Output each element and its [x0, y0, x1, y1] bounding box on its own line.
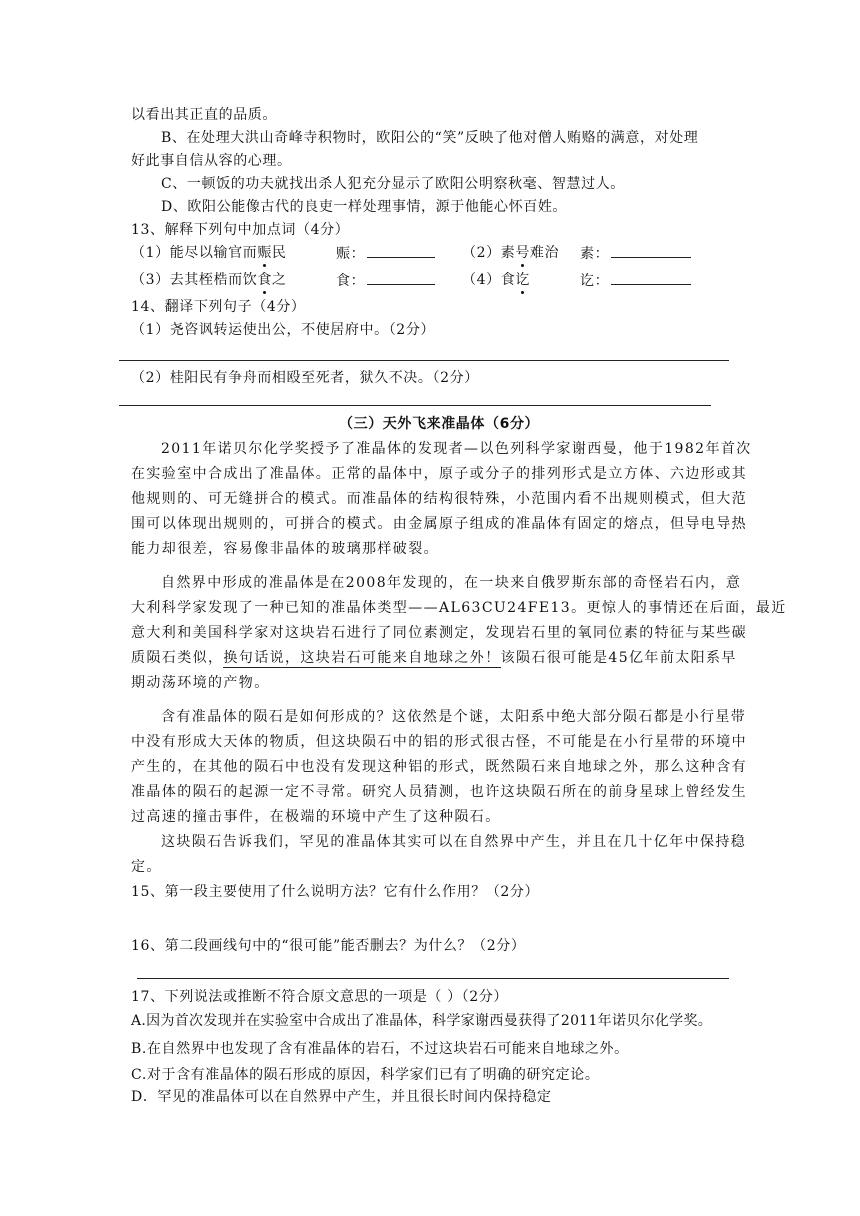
q14-sentence-1: （1）尧咨讽转运使出公，不使居府中。（2分）	[131, 322, 436, 338]
text-line: 以看出其正直的品质。	[131, 107, 277, 123]
option-c-line: C、一顿饭的功夫就找出杀人犯充分显示了欧阳公明察秋毫、智慧过人。	[161, 176, 625, 192]
answer-blank	[367, 243, 435, 258]
q13-answer-3[interactable]: 食：	[336, 270, 435, 291]
paragraph-line: 在实验室中合成出了准晶体。正常的晶体中，原子或分子的排列形式是立方体、六边形或其	[131, 466, 747, 482]
answer-blank	[611, 243, 691, 258]
paragraph-line: 围可以体现出规则的，可拼合的模式。由金属原子组成的准晶体有固定的熔点，但导电导热	[131, 516, 747, 532]
q13-item-4: （4）食讫	[462, 272, 530, 288]
underlined-sentence: 换句话说，这块岩石可能来自地球之外！	[223, 650, 501, 666]
q13-item-1: （1）能尽以输官而赈民	[131, 245, 287, 261]
section-title: （三）天外飞来准晶体（6分）	[339, 416, 540, 432]
option-d-line: D、欧阳公能像古代的良吏一样处理事情，源于他能心怀百姓。	[161, 199, 568, 215]
q13-item-3: （3）去其桎梏而饮食之	[131, 272, 287, 288]
q16-text: 16、第二段画线句中的“很可能”能否删去？为什么？（2分）	[131, 938, 526, 954]
paragraph-line: 中没有形成大天体的物质，但这块陨石中的铝的形式很古怪，不可能是在小行星带的环境中	[131, 734, 747, 750]
paragraph-line: 自然界中形成的准晶体是在2008年发现的，在一块来自俄罗斯东部的奇怪岩石内，意	[161, 575, 742, 591]
paragraph-line: 定。	[131, 859, 162, 875]
q13-answer-2[interactable]: 素：	[580, 243, 691, 264]
paragraph-line: 期动荡环境的产物。	[131, 675, 270, 691]
paragraph-line: 这块陨石告诉我们，罕见的准晶体其实可以在自然界中产生，并且在几十亿年中保持稳	[161, 834, 747, 850]
q17-option-c[interactable]: C.对于含有准晶体的陨石形成的原因，科学家们已有了明确的研究定论。	[131, 1067, 600, 1083]
q17-option-d[interactable]: D．罕见的准晶体可以在自然界中产生，并且很长时间内保持稳定	[131, 1089, 552, 1105]
q14-sentence-2: （2）桂阳民有争舟而相殴至死者，狱久不决。（2分）	[131, 370, 479, 386]
q13-answer-1[interactable]: 赈：	[336, 243, 435, 264]
paragraph-line: 能力却很差，容易像非晶体的玻璃那样破裂。	[131, 541, 439, 557]
paragraph-line: 意大利和美国科学家对这块岩石进行了同位素测定，发现岩石里的氧同位素的特征与某些碳	[131, 625, 747, 641]
q15-text: 15、第一段主要使用了什么说明方法？它有什么作用？（2分）	[131, 884, 540, 900]
paragraph-line: 过高速的撞击事件，在极端的环境中产生了这种陨石。	[131, 809, 501, 825]
paragraph-line: 含有准晶体的陨石是如何形成的？这依然是个谜，太阳系中绝大部分陨石都是小行星带	[161, 709, 747, 725]
paragraph-line: 大利科学家发现了一种已知的准晶体类型——AL63CU24FE13。更惊人的事情还在后面，最近	[131, 600, 787, 616]
q13-answer-4[interactable]: 讫：	[580, 270, 691, 291]
option-b-line: 好此事自信从容的心理。	[131, 153, 292, 169]
q14-title: 14、翻译下列句子（4分）	[131, 299, 306, 315]
answer-blank	[611, 270, 691, 285]
paragraph-line: 2011年诺贝尔化学奖授予了准晶体的发现者—以色列科学家谢西曼，他于1982年首次	[161, 441, 752, 457]
option-b-line: B、在处理大洪山奇峰寺积物时，欧阳公的“笑”反映了他对僧人贿赂的满意，对处理	[161, 130, 699, 146]
paragraph-line: 他规则的、可无缝拼合的模式。而准晶体的结构很特殊，小范围内看不出规则模式，但大范	[131, 491, 747, 507]
answer-blank	[367, 270, 435, 285]
q13-title: 13、解释下列句中加点词（4分）	[131, 222, 350, 238]
answer-line	[119, 360, 729, 361]
q17-option-a[interactable]: A.因为首次发现并在实验室中合成出了准晶体，科学家谢西曼获得了2011年诺贝尔化学奖。	[131, 1013, 713, 1029]
q17-title: 17、下列说法或推断不符合原文意思的一项是（ ）（2分）	[131, 989, 508, 1005]
paragraph-line-with-underline: 质陨石类似，换句话说，这块岩石可能来自地球之外！该陨石很可能是45亿年前太阳系早	[131, 650, 737, 666]
q17-option-b[interactable]: B.在自然界中也发现了含有准晶体的岩石，不过这块岩石可能来自地球之外。	[131, 1041, 629, 1057]
paragraph-line: 准晶体的陨石的起源一定不寻常。研究人员猜测，也许这块陨石所在的前身星球上曾经发生	[131, 784, 747, 800]
answer-line	[137, 978, 729, 979]
paragraph-line: 产生的，在其他的陨石中也没有发现这种铝的形式，既然陨石来自地球之外，那么这种含有	[131, 759, 747, 775]
answer-line	[119, 405, 711, 406]
q13-item-2: （2）素号难治	[462, 245, 560, 261]
